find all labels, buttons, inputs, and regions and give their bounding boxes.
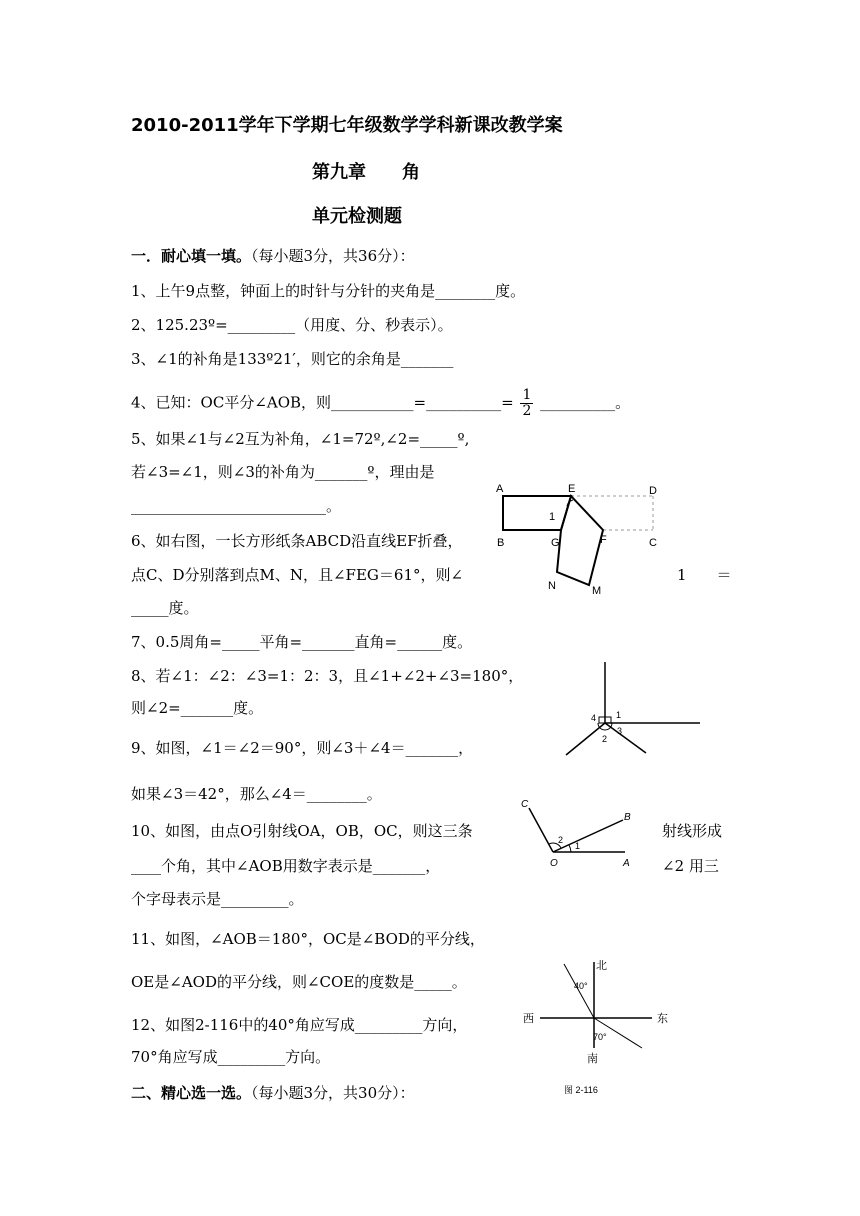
question-8-line1: 8、若∠1：∠2：∠3=1：2：3，且∠1+∠2+∠3=180°， (131, 667, 524, 685)
ray-lower-left (566, 723, 608, 755)
label-E: E (568, 483, 576, 495)
question-5-line2: 若∠3=∠1，则∠3的补角为_______º，理由是 (131, 463, 435, 481)
label-C: C (649, 537, 657, 549)
label-1: 1 (575, 841, 581, 851)
question-11-line2: OE是∠AOD的平分线，则∠COE的度数是_____。 (131, 973, 467, 991)
question-4-tail: __________。 (540, 393, 631, 412)
question-9-line1: 9、如图，∠1＝∠2＝90°，则∠3＋∠4＝_______， (131, 739, 474, 757)
fraction-denominator: 2 (522, 403, 532, 419)
question-4 (131, 388, 630, 419)
question-3: 3、∠1的补角是133º21′，则它的余角是_______ (131, 350, 454, 368)
label-G: G (551, 537, 560, 549)
question-12-line2: 70°角应写成_________方向。 (131, 1048, 331, 1066)
label-B: B (624, 812, 631, 823)
label-east: 东 (657, 1013, 668, 1025)
label-O: O (550, 858, 558, 869)
label-west: 西 (523, 1013, 534, 1025)
question-5-line3: __________________________。 (131, 497, 342, 515)
question-2: 2、125.23º=_________（用度、分、秒表示）。 (131, 316, 453, 334)
label-angle-1: 1 (549, 511, 556, 523)
right-angle-mark-2 (599, 717, 605, 723)
label-4: 4 (591, 713, 597, 723)
fig-four-angles (560, 658, 705, 763)
question-10-line2: ____个角，其中∠AOB用数字表示是_______， (131, 857, 441, 875)
fig-three-rays (515, 796, 640, 871)
label-south: 南 (587, 1053, 598, 1065)
label-C: C (521, 799, 529, 810)
question-10-line1: 10、如图，由点O引射线OA，OB，OC，则这三条 (131, 822, 473, 840)
section2-title: 二、精心选一选。 (131, 1084, 252, 1102)
figure-caption: 图 2-116 (564, 1085, 598, 1095)
label-D: D (649, 485, 657, 497)
chapter-title: 第九章 角 (312, 162, 420, 183)
question-5-line1: 5、如果∠1与∠2互为补角，∠1=72º,∠2=_____º, (131, 430, 470, 448)
label-2: 2 (602, 734, 608, 744)
label-70-degree: 70° (593, 1032, 607, 1042)
label-M: M (592, 585, 602, 597)
question-11-line1: 11、如图，∠AOB＝180°，OC是∠BOD的平分线， (131, 930, 485, 948)
label-40-degree: 40° (574, 981, 588, 991)
question-10-line3: 个字母表示是_________。 (131, 890, 304, 908)
fig-folded-strip (493, 480, 673, 600)
question-6-line2-tail: 1 ＝ (677, 566, 732, 584)
label-A: A (496, 483, 504, 495)
subtitle: 单元检测题 (312, 206, 402, 227)
question-12-line1: 12、如图2-116中的40°角应写成_________方向， (131, 1016, 468, 1034)
section1-heading (131, 246, 415, 266)
fraction-numerator: 1 (522, 387, 532, 403)
label-1: 1 (616, 710, 622, 720)
question-9-line2: 如果∠3＝42°，那么∠4＝________。 (131, 785, 382, 803)
label-A: A (623, 858, 630, 869)
question-4-text: 4、已知：OC平分∠AOB，则___________=__________= (131, 393, 514, 412)
strip-left-part (503, 496, 571, 530)
ray-lower-right (605, 723, 646, 753)
question-6-line3: _____度。 (131, 599, 199, 617)
section1-title: 一．耐心填一填。 (131, 247, 252, 265)
ray-OB (553, 820, 623, 852)
question-6-line1: 6、如右图，一长方形纸条ABCD沿直线EF折叠， (131, 532, 463, 550)
question-10-line1-tail: 射线形成 (662, 822, 723, 840)
question-1: 1、上午9点整，钟面上的时针与分针的夹角是________度。 (131, 282, 526, 300)
ray-40-degree (564, 964, 594, 1018)
question-6-line2: 点C、D分别落到点M、N，且∠FEG＝61°，则∠ (131, 566, 464, 584)
section2-heading (131, 1083, 415, 1103)
fig-compass-directions (518, 956, 678, 1100)
ray-OC (529, 808, 553, 852)
fraction-half (520, 388, 533, 419)
section2-note: （每小题3分，共30分）： (251, 1084, 415, 1102)
document-title: 2010-2011学年下学期七年级数学学科新课改教学案 (131, 115, 563, 136)
question-7: 7、0.5周角=_____平角=_______直角=______度。 (131, 633, 473, 651)
label-B: B (497, 537, 505, 549)
label-north: 北 (596, 960, 607, 972)
label-2: 2 (558, 835, 564, 845)
question-10-line2-tail: ∠2 用三 (662, 857, 719, 875)
question-8-line2: 则∠2=_______度。 (131, 699, 264, 717)
label-N: N (548, 580, 556, 592)
section1-note: （每小题3分，共36分）： (251, 247, 415, 265)
strip-folded-part (557, 496, 603, 585)
label-F: F (600, 534, 607, 546)
right-angle-mark-1 (605, 717, 611, 723)
angle-1-arc (569, 845, 571, 852)
label-3: 3 (617, 726, 623, 736)
